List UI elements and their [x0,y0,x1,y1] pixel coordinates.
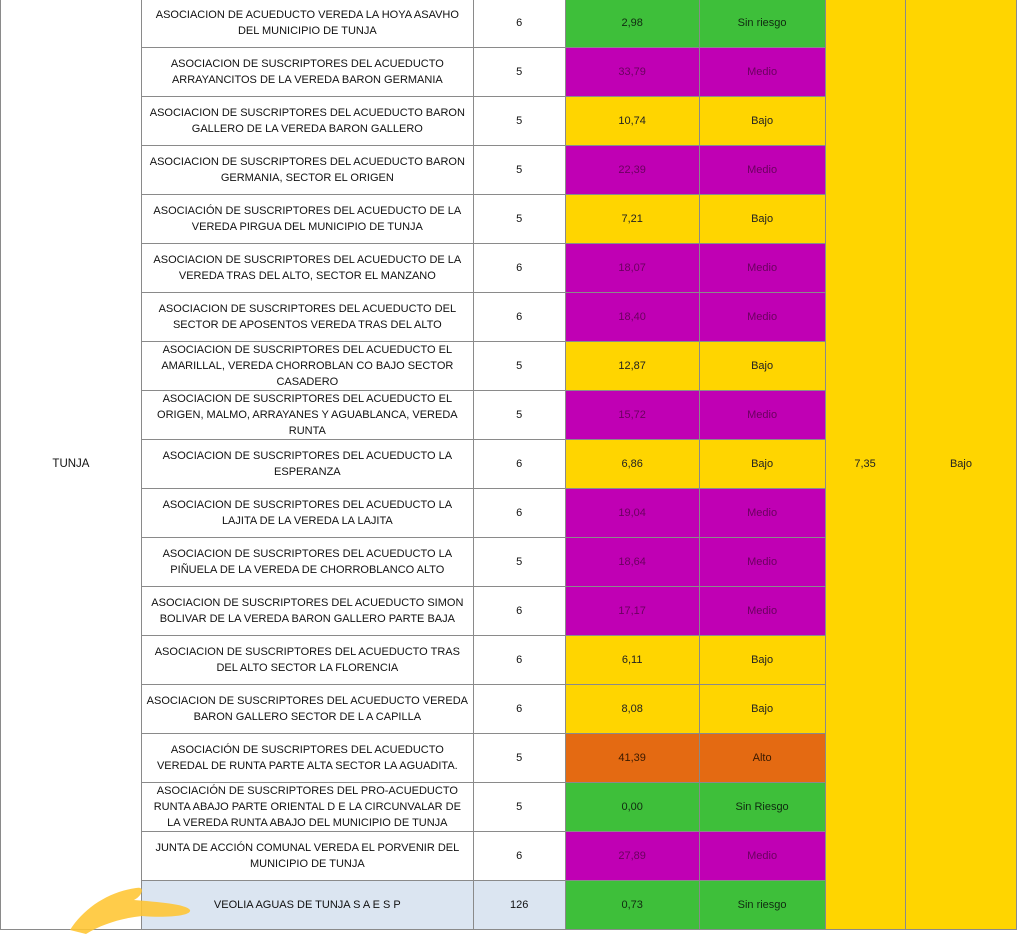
provider-name-cell: ASOCIACION DE SUSCRIPTORES DEL ACUEDUCTO EL ORIGEN, MALMO, ARRAYANES Y AGUABLANCA, VEREDA RUNTA [141,391,473,440]
samples-cell: 5 [473,146,565,195]
samples-cell: 5 [473,391,565,440]
provider-name-cell: ASOCIACION DE SUSCRIPTORES DEL ACUEDUCTO DEL SECTOR DE APOSENTOS VEREDA TRAS DEL ALTO [141,293,473,342]
provider-name-cell: JUNTA DE ACCIÓN COMUNAL VEREDA EL PORVENIR DEL MUNICIPIO DE TUNJA [141,832,473,881]
risk-level-cell: Medio [699,832,825,881]
irca-value-cell: 41,39 [565,734,699,783]
irca-value-cell: 8,08 [565,685,699,734]
samples-cell: 5 [473,783,565,832]
samples-cell: 6 [473,244,565,293]
samples-cell: 6 [473,0,565,48]
risk-level-cell: Medio [699,293,825,342]
samples-cell: 6 [473,489,565,538]
provider-name-cell: ASOCIACION DE SUSCRIPTORES DEL ACUEDUCTO TRAS DEL ALTO SECTOR LA FLORENCIA [141,636,473,685]
samples-cell: 5 [473,48,565,97]
risk-level-cell: Sin riesgo [699,881,825,930]
risk-level-cell: Bajo [699,440,825,489]
irca-value-cell: 12,87 [565,342,699,391]
samples-cell: 126 [473,881,565,930]
provider-name-cell: ASOCIACION DE SUSCRIPTORES DEL ACUEDUCTO DE LA VEREDA TRAS DEL ALTO, SECTOR EL MANZANO [141,244,473,293]
risk-level-cell: Medio [699,244,825,293]
samples-cell: 6 [473,685,565,734]
risk-level-cell: Medio [699,538,825,587]
samples-cell: 6 [473,832,565,881]
provider-name-cell: ASOCIACION DE SUSCRIPTORES DEL ACUEDUCTO LA ESPERANZA [141,440,473,489]
provider-name-cell: ASOCIACIÓN DE SUSCRIPTORES DEL PRO-ACUEDUCTO RUNTA ABAJO PARTE ORIENTAL D E LA CIRCUNVALAR DE LA VEREDA RUNTA ABAJO DEL MUNICIPIO DE TUNJA [141,783,473,832]
provider-name-cell: ASOCIACION DE SUSCRIPTORES DEL ACUEDUCTO ARRAYANCITOS DE LA VEREDA BARON GERMANIA [141,48,473,97]
provider-name-cell: ASOCIACIÓN DE SUSCRIPTORES DEL ACUEDUCTO DE LA VEREDA PIRGUA DEL MUNICIPIO DE TUNJA [141,195,473,244]
risk-level-cell: Medio [699,489,825,538]
risk-level-cell: Sin riesgo [699,0,825,48]
provider-name-cell: ASOCIACION DE SUSCRIPTORES DEL ACUEDUCTO BARON GERMANIA, SECTOR EL ORIGEN [141,146,473,195]
risk-level-cell: Sin Riesgo [699,783,825,832]
table-row [1,0,1024,48]
risk-level-cell: Medio [699,587,825,636]
irca-value-cell: 0,00 [565,783,699,832]
samples-cell: 5 [473,342,565,391]
right-edge-cell [1017,0,1024,930]
irca-value-cell: 33,79 [565,48,699,97]
provider-name-cell: ASOCIACION DE SUSCRIPTORES DEL ACUEDUCTO BARON GALLERO DE LA VEREDA BARON GALLERO [141,97,473,146]
risk-level-cell: Medio [699,146,825,195]
irca-value-cell: 10,74 [565,97,699,146]
risk-level-cell: Bajo [699,195,825,244]
irca-value-cell: 22,39 [565,146,699,195]
risk-level-cell: Medio [699,391,825,440]
irca-value-cell: 18,07 [565,244,699,293]
samples-cell: 6 [473,293,565,342]
provider-name-cell: ASOCIACION DE SUSCRIPTORES DEL ACUEDUCTO VEREDA BARON GALLERO SECTOR DE L A CAPILLA [141,685,473,734]
samples-cell: 5 [473,538,565,587]
samples-cell: 6 [473,440,565,489]
municipality-level-cell: Bajo [905,0,1017,930]
provider-name-cell: ASOCIACION DE SUSCRIPTORES DEL ACUEDUCTO LA LAJITA DE LA VEREDA LA LAJITA [141,489,473,538]
irca-value-cell: 15,72 [565,391,699,440]
samples-cell: 6 [473,636,565,685]
provider-name-cell: ASOCIACION DE SUSCRIPTORES DEL ACUEDUCTO SIMON BOLIVAR DE LA VEREDA BARON GALLERO PARTE BAJA [141,587,473,636]
samples-cell: 5 [473,195,565,244]
samples-cell: 6 [473,587,565,636]
irca-value-cell: 6,86 [565,440,699,489]
irca-value-cell: 0,73 [565,881,699,930]
risk-level-cell: Bajo [699,342,825,391]
irca-value-cell: 7,21 [565,195,699,244]
provider-name-cell: ASOCIACION DE SUSCRIPTORES DEL ACUEDUCTO EL AMARILLAL, VEREDA CHORROBLAN CO BAJO SECTOR CASADERO [141,342,473,391]
risk-level-cell: Bajo [699,97,825,146]
risk-level-cell: Bajo [699,685,825,734]
provider-name-cell: ASOCIACION DE SUSCRIPTORES DEL ACUEDUCTO LA PIÑUELA DE LA VEREDA DE CHORROBLANCO ALTO [141,538,473,587]
irca-value-cell: 2,98 [565,0,699,48]
provider-name-cell: VEOLIA AGUAS DE TUNJA S A E S P [141,881,473,930]
risk-level-cell: Alto [699,734,825,783]
risk-level-cell: Bajo [699,636,825,685]
irca-value-cell: 18,40 [565,293,699,342]
samples-cell: 5 [473,734,565,783]
irca-value-cell: 17,17 [565,587,699,636]
table-body [1,0,1024,930]
risk-level-cell: Medio [699,48,825,97]
irca-value-cell: 19,04 [565,489,699,538]
irca-value-cell: 27,89 [565,832,699,881]
samples-cell: 5 [473,97,565,146]
municipality-irca-cell: 7,35 [825,0,905,930]
irca-value-cell: 18,64 [565,538,699,587]
municipality-cell: TUNJA [1,0,142,930]
provider-name-cell: ASOCIACIÓN DE SUSCRIPTORES DEL ACUEDUCTO VEREDAL DE RUNTA PARTE ALTA SECTOR LA AGUADITA. [141,734,473,783]
provider-name-cell: ASOCIACION DE ACUEDUCTO VEREDA LA HOYA ASAVHO DEL MUNICIPIO DE TUNJA [141,0,473,48]
irca-value-cell: 6,11 [565,636,699,685]
